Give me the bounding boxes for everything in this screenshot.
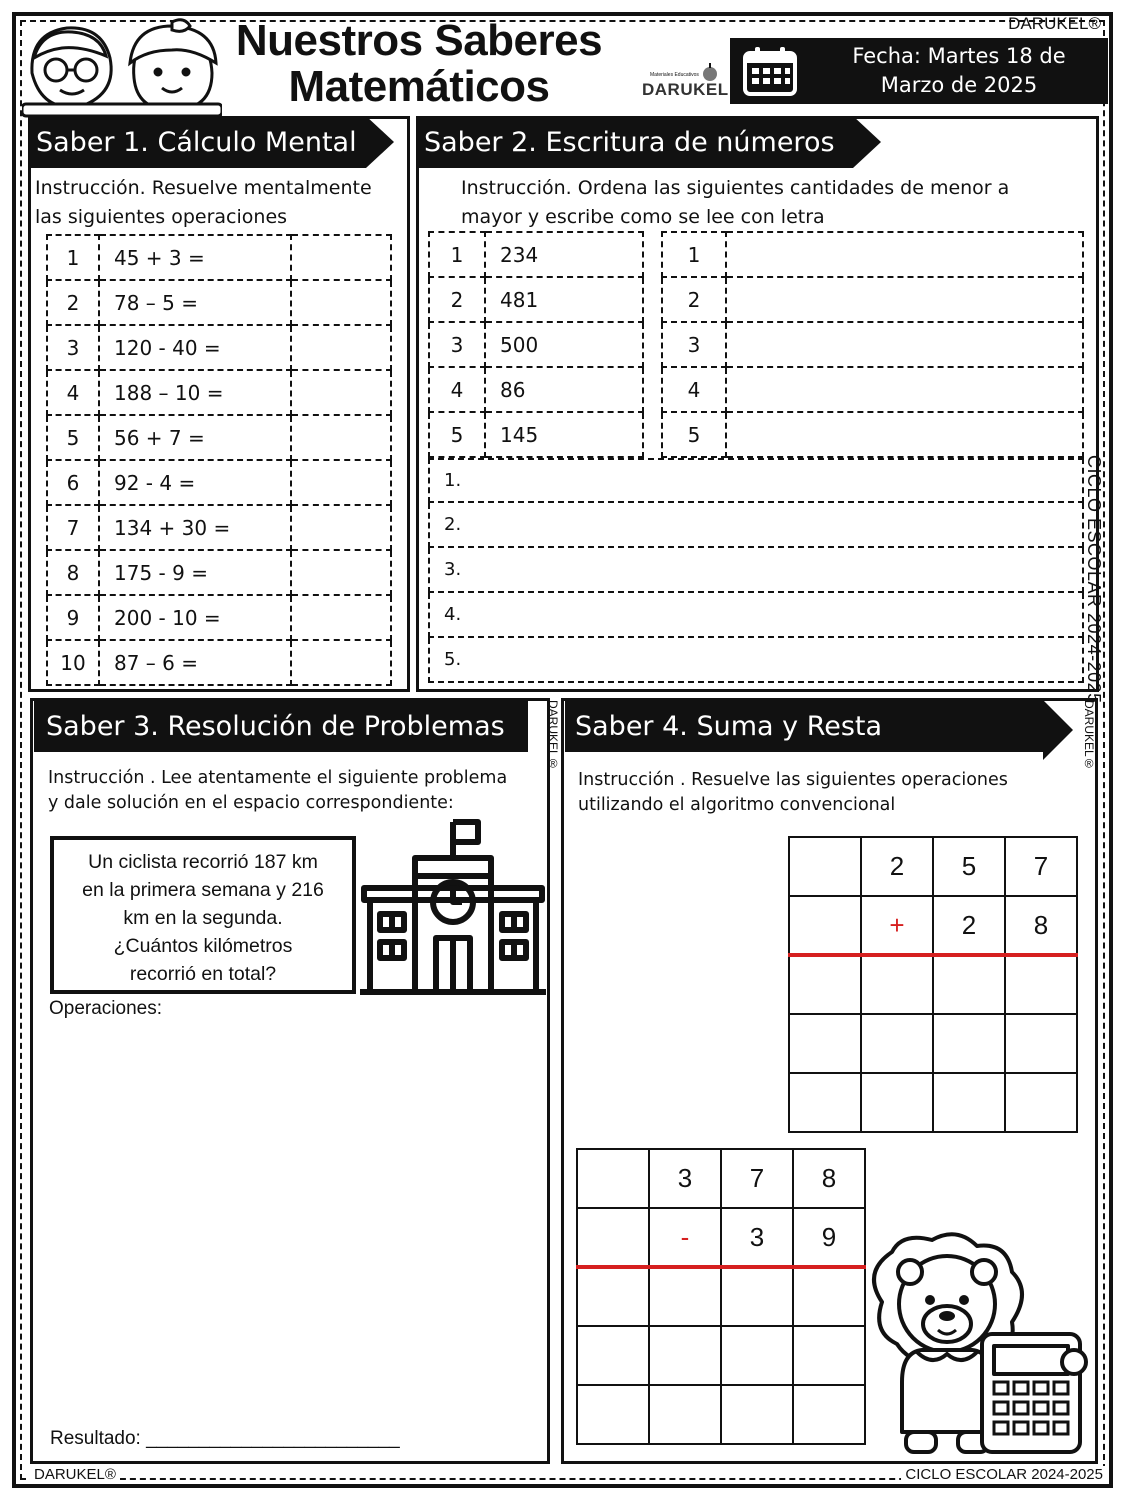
order-row (662, 367, 1083, 412)
order-slot-answer[interactable] (726, 412, 1083, 457)
calc-row-number: 3 (47, 325, 99, 370)
saber3-instruction-line-2: y dale solución en el espacio correspondiente: (48, 793, 454, 813)
footer-brand: DARUKEL® (30, 1466, 120, 1483)
date-line-1: Fecha: Martes 18 de (852, 44, 1066, 68)
calc-row (47, 370, 391, 415)
quantity-row (429, 367, 643, 412)
grid-answer-cell[interactable] (793, 1385, 865, 1444)
calc-row (47, 325, 391, 370)
order-row (662, 232, 1083, 277)
grid-answer-row (577, 1385, 865, 1444)
grid-answer-cell[interactable] (861, 955, 933, 1014)
writing-line[interactable]: 3. (428, 548, 1084, 593)
calc-row-answer-cell[interactable] (291, 415, 391, 460)
calc-row-number: 7 (47, 505, 99, 550)
calendar-icon (730, 38, 810, 104)
lion-calculator-illustration (862, 1232, 1098, 1464)
date-text (810, 42, 1108, 100)
calc-row-answer-cell[interactable] (291, 370, 391, 415)
grid-answer-cell[interactable] (721, 1385, 793, 1444)
grid-digit-cell: 5 (933, 837, 1005, 896)
order-slot-answer[interactable] (726, 277, 1083, 322)
grid-digit-cell: 3 (721, 1208, 793, 1267)
saber2-instruction (461, 174, 1009, 232)
order-table (661, 231, 1084, 458)
calc-row (47, 505, 391, 550)
quantity-number: 5 (429, 412, 485, 457)
problem-text-line: recorrió en total? (129, 963, 277, 985)
quantity-value: 234 (485, 232, 643, 277)
calc-row (47, 460, 391, 505)
grid-answer-cell[interactable] (1005, 955, 1077, 1014)
calc-row-operation: 87 – 6 = (99, 640, 291, 685)
saber4-instruction (578, 768, 1008, 818)
saber1-title: Saber 1. Cálculo Mental (28, 116, 366, 168)
calc-row (47, 595, 391, 640)
grid-answer-cell[interactable] (861, 1073, 933, 1132)
kids-illustration (22, 18, 222, 118)
grid-answer-cell[interactable] (789, 955, 861, 1014)
school-building-icon (360, 818, 546, 998)
grid-row (789, 896, 1077, 955)
calc-row-answer-cell[interactable] (291, 595, 391, 640)
grid-answer-cell[interactable] (721, 1267, 793, 1326)
grid-answer-cell[interactable] (577, 1326, 649, 1385)
quantity-row (429, 412, 643, 457)
grid-digit-cell (789, 896, 861, 955)
grid-answer-cell[interactable] (789, 1014, 861, 1073)
calc-row-operation: 56 + 7 = (99, 415, 291, 460)
saber4-instruction-line-2: utilizando el algoritmo convencional (578, 795, 896, 815)
grid-digit-cell: 7 (721, 1149, 793, 1208)
grid-answer-cell[interactable] (793, 1326, 865, 1385)
problem-text-line: en la primera semana y 216 (82, 879, 324, 901)
problem-text-line: Un ciclista recorrió 187 km (88, 851, 318, 873)
grid-answer-cell[interactable] (577, 1385, 649, 1444)
page-title (214, 18, 624, 110)
quantities-table (428, 231, 644, 458)
calc-row (47, 640, 391, 685)
saber4-banner (565, 700, 1073, 760)
grid-digit-cell: 7 (1005, 837, 1077, 896)
brand-label: DARUKEL® (1008, 14, 1101, 33)
problem-text-line: km en la segunda. (123, 907, 283, 929)
calc-row (47, 550, 391, 595)
writing-line[interactable]: 1. (428, 458, 1084, 503)
problem-text-line: ¿Cuántos kilómetros (113, 935, 293, 957)
calc-row-number: 10 (47, 640, 99, 685)
grid-row (789, 837, 1077, 896)
quantity-row (429, 232, 643, 277)
subtraction-grid (576, 1148, 866, 1445)
grid-answer-cell[interactable] (933, 1073, 1005, 1132)
grid-digit-cell: 8 (1005, 896, 1077, 955)
writing-line[interactable]: 2. (428, 503, 1084, 548)
grid-answer-cell[interactable] (933, 1014, 1005, 1073)
darukel-vertical-label-1: DARUKEL® (546, 700, 560, 771)
calc-row-answer-cell[interactable] (291, 505, 391, 550)
quantity-value: 145 (485, 412, 643, 457)
quantity-number: 2 (429, 277, 485, 322)
calc-row-number: 9 (47, 595, 99, 640)
calc-row-operation: 120 - 40 = (99, 325, 291, 370)
quantity-number: 4 (429, 367, 485, 412)
quantity-value: 500 (485, 322, 643, 367)
saber3-title: Saber 3. Resolución de Problemas (34, 700, 528, 752)
date-banner (730, 38, 1108, 104)
grid-answer-cell[interactable] (649, 1326, 721, 1385)
order-row (662, 412, 1083, 457)
quantity-row (429, 322, 643, 367)
order-row (662, 322, 1083, 367)
saber4-instruction-line-1: Instrucción . Resuelve las siguientes operaciones (578, 770, 1008, 790)
date-line-2: Marzo de 2025 (880, 73, 1038, 97)
order-slot-number: 3 (662, 322, 726, 367)
grid-digit-cell: 8 (793, 1149, 865, 1208)
calc-row-number: 8 (47, 550, 99, 595)
order-slot-number: 5 (662, 412, 726, 457)
saber3-banner (34, 700, 528, 752)
grid-operator-cell: + (861, 896, 933, 955)
calc-row-operation: 175 - 9 = (99, 550, 291, 595)
calc-row-operation: 188 – 10 = (99, 370, 291, 415)
calc-row-operation: 92 - 4 = (99, 460, 291, 505)
calc-row-answer-cell[interactable] (291, 235, 391, 280)
calc-row (47, 235, 391, 280)
writing-line[interactable]: 4. (428, 593, 1084, 638)
grid-operator-cell: - (649, 1208, 721, 1267)
saber1-instruction-line-1: Instrucción. Resuelve mentalmente (35, 177, 372, 199)
writing-line[interactable]: 5. (428, 638, 1084, 683)
grid-answer-cell[interactable] (861, 1014, 933, 1073)
order-row (662, 277, 1083, 322)
grid-digit-cell: 2 (861, 837, 933, 896)
title-line-2: Matemáticos (288, 62, 550, 111)
saber2-instruction-line-2: mayor y escribe como se lee con letra (461, 206, 825, 228)
grid-digit-cell: 2 (933, 896, 1005, 955)
grid-answer-cell[interactable] (933, 955, 1005, 1014)
grid-answer-cell[interactable] (789, 1073, 861, 1132)
logo-tagline: Materiales Educativos (650, 72, 699, 78)
saber2-banner (416, 116, 881, 168)
result-line[interactable]: Resultado: ________________________ (50, 1428, 400, 1449)
calc-row-operation: 200 - 10 = (99, 595, 291, 640)
saber1-table (46, 234, 392, 686)
calc-row-answer-cell[interactable] (291, 460, 391, 505)
calc-row-number: 2 (47, 280, 99, 325)
calc-row-operation: 45 + 3 = (99, 235, 291, 280)
calc-row-number: 6 (47, 460, 99, 505)
saber4-banner-arrow (1043, 700, 1073, 760)
quantity-number: 3 (429, 322, 485, 367)
calc-row-operation: 134 + 30 = (99, 505, 291, 550)
grid-answer-cell[interactable] (793, 1267, 865, 1326)
grid-answer-cell[interactable] (1005, 1073, 1077, 1132)
grid-digit-cell (577, 1149, 649, 1208)
grid-digit-cell: 9 (793, 1208, 865, 1267)
order-slot-answer[interactable] (726, 322, 1083, 367)
saber1-instruction (35, 174, 372, 232)
quantity-value: 86 (485, 367, 643, 412)
quantity-row (429, 277, 643, 322)
logo-text: DARUKEL (642, 80, 729, 99)
grid-answer-row (577, 1267, 865, 1326)
addition-grid (788, 836, 1078, 1133)
calc-row-answer-cell[interactable] (291, 640, 391, 685)
grid-digit-cell (577, 1208, 649, 1267)
grid-row (577, 1149, 865, 1208)
title-line-1: Nuestros Saberes (235, 16, 603, 65)
calc-row-answer-cell[interactable] (291, 550, 391, 595)
grid-row (577, 1208, 865, 1267)
grid-answer-cell[interactable] (649, 1267, 721, 1326)
saber3-instruction (48, 766, 507, 816)
grid-answer-cell[interactable] (721, 1326, 793, 1385)
saber1-instruction-line-2: las siguientes operaciones (35, 206, 288, 228)
grid-answer-row (577, 1326, 865, 1385)
saber2-title: Saber 2. Escritura de números (416, 116, 853, 168)
order-slot-number: 4 (662, 367, 726, 412)
saber3-instruction-line-1: Instrucción . Lee atentamente el siguiente problema (48, 768, 508, 788)
grid-digit-cell: 3 (649, 1149, 721, 1208)
grid-answer-cell[interactable] (577, 1267, 649, 1326)
order-slot-number: 2 (662, 277, 726, 322)
calc-row-operation: 78 – 5 = (99, 280, 291, 325)
writing-lines (428, 458, 1084, 683)
darukel-logo (638, 62, 730, 102)
operations-label: Operaciones: (49, 998, 163, 1019)
order-slot-answer[interactable] (726, 367, 1083, 412)
grid-answer-row (789, 1014, 1077, 1073)
saber2-banner-arrow (853, 116, 881, 168)
quantity-number: 1 (429, 232, 485, 277)
saber2-instruction-line-1: Instrucción. Ordena las siguientes cantidades de menor a (461, 177, 1010, 199)
problem-box (50, 836, 356, 994)
apple-icon (700, 62, 720, 82)
grid-answer-cell[interactable] (649, 1385, 721, 1444)
calc-row-answer-cell[interactable] (291, 325, 391, 370)
grid-answer-row (789, 955, 1077, 1014)
grid-answer-row (789, 1073, 1077, 1132)
saber4-title: Saber 4. Suma y Resta (565, 700, 1043, 752)
calc-row-number: 5 (47, 415, 99, 460)
order-slot-number: 1 (662, 232, 726, 277)
calc-row-answer-cell[interactable] (291, 280, 391, 325)
order-slot-answer[interactable] (726, 232, 1083, 277)
quantity-value: 481 (485, 277, 643, 322)
calc-row-number: 4 (47, 370, 99, 415)
calc-row (47, 280, 391, 325)
saber1-banner-arrow (366, 116, 394, 168)
calc-row-number: 1 (47, 235, 99, 280)
footer-cycle: CICLO ESCOLAR 2024-2025 (901, 1466, 1107, 1483)
darukel-vertical-label-2: DARUKEL® (1082, 700, 1096, 771)
saber1-banner (28, 116, 394, 168)
grid-digit-cell (789, 837, 861, 896)
grid-answer-cell[interactable] (1005, 1014, 1077, 1073)
calc-row (47, 415, 391, 460)
cycle-vertical-label: CICLO ESCOLAR 2024-2025 (1084, 455, 1104, 704)
